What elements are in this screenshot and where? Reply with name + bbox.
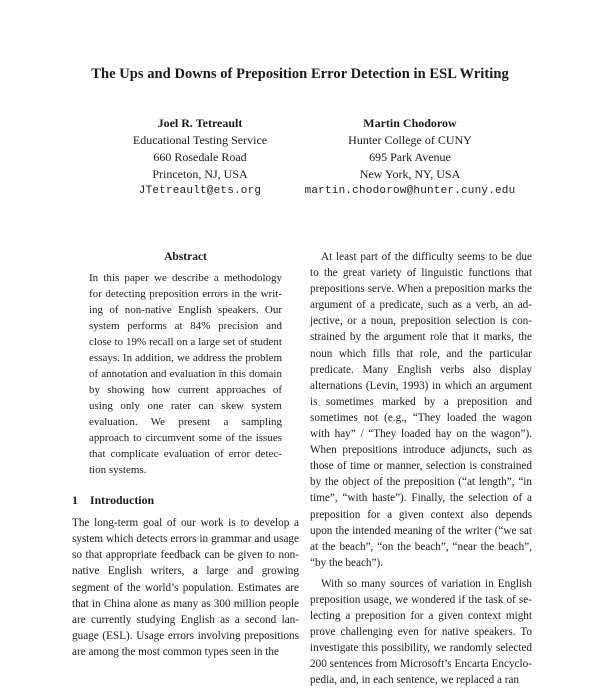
right-column [310,249,532,689]
section-number: 1 [72,493,78,508]
left-column [72,249,299,660]
abstract-text: In this paper we describe a methodology for detecting preposition errors in the writing of non-native English speakers. Our system performs at 84% precision and close to 19% recall on a large set of student essays. In addition, we address the problem of annotation and evaluation in this domain by showing how current approaches of using only one rater can skew system evaluation. We present a sampling approach to circumvent some of the issues that complicate evaluation of error detection systems. [89,272,282,477]
author-name: Martin Chodorow [363,116,457,130]
author-block-2 [290,115,530,200]
author-affiliation: Hunter College of CUNY [348,133,472,147]
paper-title: The Ups and Downs of Preposition Error Detection in ESL Writing [91,66,509,82]
section-heading-introduction [72,492,299,508]
section-title: Introduction [90,493,155,508]
author-email[interactable]: martin.chodorow@hunter.cuny.edu [304,185,516,197]
author-address-line-2: Princeton, NJ, USA [152,167,248,181]
author-name: Joel R. Tetreault [157,116,243,130]
introduction-paragraph: The long-term goal of our work is to develop a system which detects errors in grammar and usage so that appropriate feedback can be given to non-native English writers, a large and growing segment of the world’s population. Estimates are that in China alone as many as 300 million people are currently studying English as a second language (ESL). Usage errors involving prepositions are among the most common types seen in the [72,517,299,658]
author-address-line-1: 695 Park Avenue [369,150,451,164]
abstract-heading: Abstract [164,251,207,263]
author-block-1 [110,115,290,200]
body-paragraph: At least part of the difficulty seems to be due to the great variety of linguistic functions that prepositions serve. When a preposition marks the argument of a predicate, such as a verb, an adjective, or a noun, preposition selection is constrained by the argument role that it marks, the noun which fills that role, and the particular predicate. Many English verbs also display alternations (Levin, 1993) in which an argument is sometimes marked by a preposition and sometimes not (e.g., “They loaded the wagon with hay” / “They loaded hay on the wagon”). When prepositions introduce adjuncts, such as those of time or manner, selection is constrained by the object of the preposition (“at length”, “in time”, “with haste”). Finally, the selection of a preposition for a given context also depends upon the intended meaning of the writer (“we sat at the beach”, “on the beach”, “near the beach”, “by the beach”). [310,251,532,569]
author-address-line-2: New York, NY, USA [359,167,461,181]
author-address-line-1: 660 Rosedale Road [153,150,247,164]
author-email[interactable]: JTetreault@ets.org [138,185,262,197]
author-affiliation: Educational Testing Service [132,133,268,147]
body-paragraph: With so many sources of variation in English preposition usage, we wondered if the task of selecting a preposition for a given context might prove challenging even for native speakers. To investigate this possibility, we randomly selected 200 sentences from Microsoft’s Encarta Encyclopedia, and, in each sentence, we replaced a ran [310,577,532,687]
